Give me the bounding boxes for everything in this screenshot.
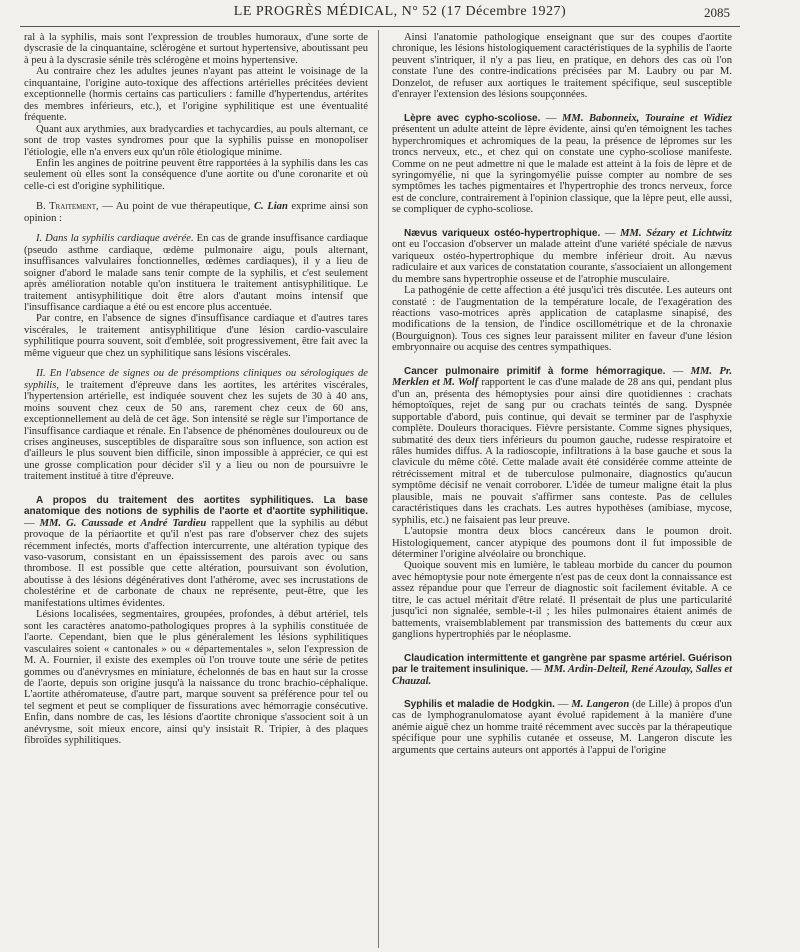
paragraph-text: En cas de grande insuffisance cardiaque (pseudo asthme cardiaque, œdème pulmonaire aigu, pouls alternant, insuffisances valvulaires fonctionnelles, œdèmes cardiaques), il y a lieu de soigner d'abord le malade sans tenir compte de la syphilis, et c'est seulement après amélioration notable qu'on instituera le traitement antisyphilitique. Le traitement antisyphilitique doit être alors d'autant moins intensif que l'insuffisance cardiaque a été ou est encore plus accentuée. [24,233,368,313]
article-heading: A propos du traitement des aortites syphilitiques. La base anatomique des notions de syphilis de l'aorte et d'aortite syphilitique. [24,494,368,518]
paragraph: Enfin les angines de poitrine peuvent être rapportées à la syphilis dans les cas seulement où elles sont la conséquence d'une aortite ou d'une coronarite et où celle-ci est d'origine syphilitique. [24,157,368,192]
authors: MM. Ardin-Delteil, René Azoulay, Salles et Chauzal. [392,664,733,687]
paragraph: Par contre, en l'absence de signes d'insuffisance cardiaque et d'autres tares viscérales, le traitement antisyphilitique d'une lésion cardio-vasculaire syphilitique pourra souvent, soit d'emblée, soit progressivement, être fait avec la même vigueur que chez un syphilitique sans lésions viscérales. [24,313,368,359]
paragraph: L'autopsie montra deux blocs cancéreux dans le poumon droit. Histologiquement, cancer atypique des poumons dont il fut impossible de déterminer l'origine alvéolaire ou bronchique. [392,526,732,561]
dash: — [665,365,691,377]
article-hodgkin [392,699,732,756]
paragraph: Quant aux arythmies, aux bradycardies et tachycardies, au pouls alternant, ce sont de trop vastes syndromes pour que la syphilis puisse en monopoliser l'étiologie, elle n'a envers eux qu'un rôle étiologique minime. [24,123,368,158]
article-heading: Syphilis et maladie de Hodgkin. [404,699,555,711]
article-heading: Cancer pulmonaire primitif à forme hémorragique. [404,365,666,377]
dash: — [540,112,562,124]
subsection-lead: II. En l'absence de signes ou de présomptions cliniques ou sérologiques de syphilis, [24,368,368,391]
authors: MM. G. Caussade et André Tardieu [39,517,207,529]
paragraph [24,368,368,483]
journal-title: LE PROGRÈS MÉDICAL, N° 52 (17 Décembre 1927) [233,4,567,19]
article-claudication [392,653,732,687]
authors: M. Langeron [571,699,630,711]
article-cancer [392,366,732,526]
section-text: — Au point de vue thérapeutique, [98,201,254,213]
author: C. Lian [253,201,288,213]
column-divider [378,30,379,948]
paragraph: ral à la syphilis, mais sont l'expression de troubles humoraux, d'une sorte de dyscrasie de la cinquantaine, sclérogène et surtout hypertensive, aboutissant peu à peu à la dyscrasie sénile très sclérogène et moins hypertensive. [24,32,368,66]
dash: — [554,699,572,711]
paragraph: Quoique souvent mis en lumière, le tableau morbide du cancer du poumon avec hémoptysie pour note émergente n'est pas de ceux dont la connaissance est assez répandue pour que l'erreur de diagnostic soit facilement évitable. A ce titre, le cas actuel méritait d'être relaté. Il présentait de plus une particularité jusqu'ici non signalée, semble-t-il ; les hiles pulmonaires étaient animés de battements, vraisemblablement par transmission des battements du cœur aux ganglions hypertrophiés par le néoplasme. [392,560,732,641]
subsection-lead: I. Dans la syphilis cardiaque avérée. [36,233,194,245]
authors: MM. Pr. Merklen et M. Wolf [392,365,733,389]
article-lepre [392,113,732,216]
section-lead: B. Traitement, [36,201,99,213]
article-naevus [392,228,732,285]
paragraph: Ainsi l'anatomie pathologique enseignant que sur des coupes d'aortite chronique, les lésions histologiquement caractéristiques de la syphilis de l'aorte peuvent s'intriquer, il n'y a pas lieu, en pratique, en dehors des cas où l'on constate l'une des contre-indications précisées par M. Laubry ou par M. Donzelot, de refuser aux aortiques le traitement spécifique, seul susceptible d'enrayer l'extension des lésions soupçonnées. [392,32,732,101]
dash: — [24,517,40,529]
section-text: exprime ainsi son opinion : [24,201,368,224]
dash: — [600,227,621,239]
authors: MM. Sézary et Lichtwitz [620,227,732,239]
left-column [24,32,368,747]
article-heading: Claudication intermittente et gangrène par spasme artériel. Guérison par le traitement insulinique. [392,652,732,676]
article-text: rapportent le cas d'une malade de 28 ans qui, pendant plus d'un an, présenta des hémoptysies pour ainsi dire quotidiennes : crachats hémoptoïques, rejet de sang pur ou crachats teintés de sang. Dyspnée supportable d'abord, puis continue, qui devait se terminer par de l'asphyxie complète. Douleurs thoraciques. Fièvre persistante. Comme signes physiques, submatité des deux tiers inférieurs du poumon gauche, rudesse respiratoire et râles humides diffus. A la radioscopie, infiltrations à la base gauche et sous la clavicule du même côté. Cette malade avait été considérée comme atteinte de rétrécissement mitral et de tuberculose pulmonaire, diagnostics qu'aucun symptôme décisif ne venait corroborer. L'idée de tumeur maligne était la plus plausible, mais ne pouvait s'affirmer sans conteste. Pas de cellules caractéristiques dans les crachats. Les autres hypothèses (amibiase, mycose, syphilis, etc.) ne faisaient pas leur preuve. [392,377,732,526]
running-header [0,4,800,24]
header-rule [20,26,740,27]
article-aortites [24,495,368,610]
paragraph: Lésions localisées, segmentaires, groupées, profondes, à début artériel, tels sont les caractères anatomo-pathologiques propres à la syphilis constituée de l'aorte. Cependant, bien que le plus généralement les lésions syphilitiques vasculaires soient « cantonales » ou « départementales », selon l'expression de M. A. Fournier, il existe des exemples où l'on trouve toute une série de petites gommes ou d'anévrysmes en miniature, échelonnés de bas en haut sur la crosse de l'aorte, depuis son origine jusqu'à la naissance du tronc brachio-céphalique. L'aortite athéromateuse, d'autre part, marque souvent sa préférence pour tel ou tel segment et peut se compliquer de fissurations avec hémorragie consécutive. Enfin, dans nombre de cas, les lésions d'aortite chronique s'associent soit à un anévrysme, soit mieux encore, ainsi qu'y insistait R. Tripier, à des plaques fibroïdes syphilitiques. [24,609,368,747]
right-column [392,32,732,756]
paragraph: Au contraire chez les adultes jeunes n'ayant pas atteint le voisinage de la cinquantaine, l'origine auto-toxique des affections artérielles précitées devient exceptionnelle (hormis certains cas particuliers : famille d'hypertendus, artérites des membres inférieurs, etc.), et l'origine syphilitique est une éventualité fréquente. [24,66,368,124]
authors: MM. Babonneix, Touraine et Widiez [561,112,732,124]
dash: — [528,664,545,676]
page-number: 2085 [704,5,730,20]
article-text: (de Lille) à propos d'un cas de lymphogranulomatose ayant évolué rapidement à la manière d'une anémie aiguë chez un homme traité récemment avec succès par la thérapeutique spécifique pour une syphilis cutanée et osseuse, M. Langeron discute les arguments que certains auteurs ont apportés à l'appui de l'origine [392,699,733,756]
article-heading: Nævus variqueux ostéo-hypertrophique. [404,227,601,239]
paragraph: La pathogénie de cette affection a été jusqu'ici très discutée. Les auteurs ont constaté : de l'augmentation de la température locale, de l'exagération des réactions vaso-motrices après application de cataplasme sinapisé, des modifications de la tension, de l'indice oscillométrique et de la chronaxie (Bourguignon). Tous ces signes leur paraissent militer en faveur d'une lésion embryonnaire ou acquise des centres sympathiques. [392,285,732,354]
article-heading: Lèpre avec cypho-scoliose. [404,112,541,124]
paragraph [24,233,368,313]
article-text: ont eu l'occasion d'observer un malade atteint d'une variété spéciale de nævus variqueux ostéo-hypertrophique du membre inférieur droit. Au nævus radiculaire et aux varices de constatation courante, s'associaient un allongement du membre sans hypertrophie osseuse et de l'atrophie musculaire. [392,239,732,285]
paragraph-text: le traitement d'épreuve dans les aortites, les artérites viscérales, l'hypertension artérielle, est indiquée souvent chez les sujets de 30 à 40 ans, moins souvent chez ceux de 50 ans, rarement chez ceux de 60 ans, exceptionnellement au delà de cet âge. Son intensité se règle sur l'importance de l'insuffisance cardiaque et rénale. En l'absence de phénomènes douloureux ou de crises angineuses, susceptibles de disparaître sous son influence, son action est d'ailleurs le plus souvent bien difficile, sinon impossible à apprécier, ce qui est une grosse complication pour décider s'il y a lieu ou non de poursuivre le traitement institué à titre d'épreuve. [24,379,368,483]
article-text: rappellent que la syphilis au début provoque de la périaortite et qu'il n'est pas rare d'observer chez des sujets récemment infectés, morts d'affection intercurrente, une altération typique des vaso-vasorum, consistant en un épaississement des parois avec ou sans thrombose. Il est possible que cette altération, poursuivant son évolution, aboutisse à des lésions dégénératives dont l'athérome, avec ses incrustations de cholestérine et de carbonate de chaux ne représente, peut-être, que les manifestations ultimes évidentes. [24,517,368,609]
section-treatment [24,201,368,224]
article-text: présentent un adulte atteint de lèpre évidente, ainsi qu'en témoignent les taches hyperchromiques et achromiques de la peau, la présence de lépromes sur les troncs nerveux, etc., et chez qui on constate une cypho-scoliose manifeste. Comme on ne peut admettre ni que le malade est atteint à la fois de lèpre et de syringomyélie, ni que la syringomyélie puisse compter au nombre de ses symptômes les taches pigmentaires et l'hypertrophie des troncs nerveux, force est de conclure, contrairement à l'opinion classique, que la lèpre peut, elle aussi, se compliquer de cypho-scoliose. [392,124,732,216]
